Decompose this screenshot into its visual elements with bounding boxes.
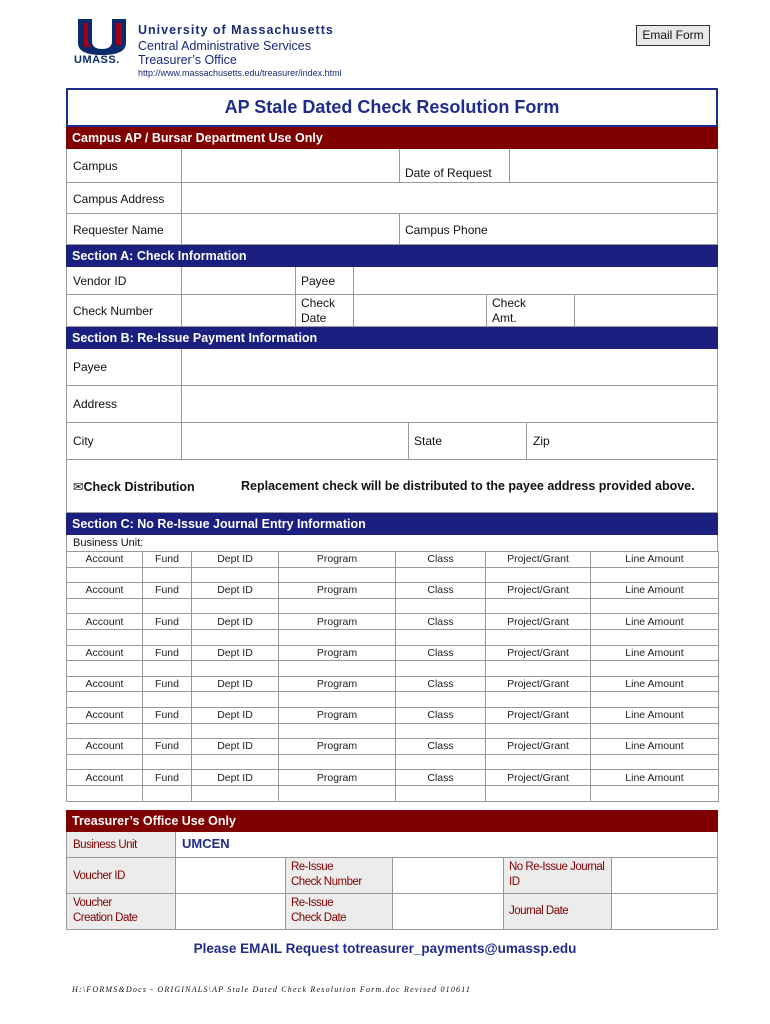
business-unit-label: Business Unit: [66, 535, 718, 551]
journal-entry-cell[interactable] [143, 661, 192, 677]
journal-entry-cell[interactable] [143, 692, 192, 708]
journal-column-label: Dept ID [192, 676, 279, 692]
journal-label-row [67, 552, 719, 568]
journal-entry-cell[interactable] [396, 567, 486, 583]
journal-entry-cell[interactable] [486, 723, 591, 739]
journal-entry-cell[interactable] [143, 723, 192, 739]
journal-entry-table [66, 551, 719, 802]
journal-entry-cell[interactable] [67, 567, 143, 583]
reissue-address-label: Address [73, 397, 118, 411]
campus-row [66, 149, 718, 183]
campus-phone-label: Campus Phone [405, 223, 488, 237]
journal-column-label: Project/Grant [486, 770, 591, 786]
journal-column-label: Class [396, 583, 486, 599]
journal-entry-cell[interactable] [591, 598, 719, 614]
journal-column-label: Fund [143, 770, 192, 786]
journal-entry-cell[interactable] [396, 754, 486, 770]
letterhead [0, 0, 770, 88]
journal-entry-cell[interactable] [396, 785, 486, 801]
journal-column-label: Account [67, 645, 143, 661]
date-of-request-label-cell [399, 149, 509, 182]
reissue-check-date-label-cell [285, 894, 392, 929]
journal-entry-cell[interactable] [396, 629, 486, 645]
journal-entry-row [67, 692, 719, 708]
journal-column-label: Class [396, 739, 486, 755]
journal-entry-row [67, 785, 719, 801]
journal-entry-cell[interactable] [396, 661, 486, 677]
journal-entry-cell[interactable] [486, 754, 591, 770]
journal-entry-cell[interactable] [591, 567, 719, 583]
journal-entry-row [67, 598, 719, 614]
journal-entry-cell[interactable] [279, 692, 396, 708]
check-distribution[interactable] [73, 479, 195, 494]
journal-entry-cell[interactable] [486, 598, 591, 614]
journal-column-label: Fund [143, 614, 192, 630]
reissue-address-field[interactable] [181, 386, 717, 422]
campus-address-row [66, 183, 718, 214]
zip-label: Zip [533, 434, 550, 448]
check-date-field[interactable] [353, 295, 486, 326]
journal-column-label: Line Amount [591, 707, 719, 723]
campus-address-field[interactable] [181, 183, 717, 213]
campus-label: Campus [73, 159, 118, 173]
office-url[interactable]: http://www.massachusetts.edu/treasurer/index.html [138, 68, 342, 78]
journal-column-label: Account [67, 552, 143, 568]
section-a-heading: Section A: Check Information [66, 245, 718, 267]
journal-column-label: Line Amount [591, 739, 719, 755]
reissue-payee-label: Payee [73, 360, 108, 374]
journal-entry-cell[interactable] [192, 692, 279, 708]
journal-column-label: Class [396, 552, 486, 568]
journal-entry-cell[interactable] [591, 692, 719, 708]
vendor-row [66, 267, 718, 295]
university-name: University of Massachusetts [138, 23, 334, 37]
voucher-id-field[interactable] [175, 858, 285, 893]
journal-entry-cell[interactable] [143, 785, 192, 801]
reissue-address-row [66, 386, 718, 423]
journal-entry-cell[interactable] [67, 661, 143, 677]
requester-row [66, 214, 718, 245]
tou-voucher-row [66, 858, 718, 894]
journal-column-label: Class [396, 676, 486, 692]
umass-wordmark: UMASS. [74, 54, 120, 66]
check-number-row [66, 295, 718, 327]
journal-column-label: Program [279, 552, 396, 568]
envelope-checkbox-icon[interactable]: ✉ [73, 480, 84, 494]
journal-label-row [67, 676, 719, 692]
journal-entry-cell[interactable] [143, 754, 192, 770]
journal-column-label: Line Amount [591, 645, 719, 661]
journal-column-label: Account [67, 614, 143, 630]
journal-entry-cell[interactable] [279, 661, 396, 677]
journal-column-label: Account [67, 583, 143, 599]
journal-entry-cell[interactable] [486, 692, 591, 708]
reissue-check-number-label-2: Check Number [291, 875, 362, 888]
tou-business-unit-value-cell [175, 832, 717, 857]
journal-column-label: Fund [143, 583, 192, 599]
voucher-creation-field[interactable] [175, 894, 285, 929]
journal-entry-cell[interactable] [67, 629, 143, 645]
journal-label-row [67, 770, 719, 786]
campus-field[interactable] [181, 149, 399, 182]
journal-column-label: Project/Grant [486, 739, 591, 755]
journal-entry-cell[interactable] [396, 723, 486, 739]
journal-entry-cell[interactable] [591, 629, 719, 645]
journal-entry-row [67, 661, 719, 677]
tou-dates-row [66, 894, 718, 930]
journal-entry-cell[interactable] [396, 598, 486, 614]
journal-entry-cell[interactable] [279, 723, 396, 739]
journal-label-row [67, 707, 719, 723]
journal-entry-cell[interactable] [591, 754, 719, 770]
journal-entry-cell[interactable] [591, 785, 719, 801]
voucher-creation-label-1: Voucher [73, 896, 112, 909]
email-request-note[interactable]: Please EMAIL Request totreasurer_payments@umassp.edu [193, 941, 577, 956]
journal-date-label-cell [503, 894, 611, 929]
city-field[interactable] [181, 423, 408, 459]
journal-column-label: Program [279, 614, 396, 630]
journal-entry-cell[interactable] [143, 567, 192, 583]
journal-column-label: Project/Grant [486, 707, 591, 723]
form-title: AP Stale Dated Check Resolution Form [66, 88, 718, 127]
journal-column-label: Class [396, 614, 486, 630]
check-number-field[interactable] [181, 295, 295, 326]
journal-column-label: Class [396, 707, 486, 723]
city-label: City [73, 434, 94, 448]
resolution-form [66, 88, 718, 930]
check-distribution-label: Check Distribution [83, 480, 195, 494]
journal-column-label: Program [279, 583, 396, 599]
journal-entry-cell[interactable] [486, 785, 591, 801]
no-reissue-journal-label-2: ID [509, 875, 520, 888]
journal-date-label: Journal Date [509, 904, 569, 917]
journal-entry-row [67, 629, 719, 645]
check-date-label-1: Check [301, 296, 336, 310]
payee-label-cell [295, 267, 353, 294]
journal-column-label: Line Amount [591, 614, 719, 630]
journal-column-label: Project/Grant [486, 645, 591, 661]
check-amt-label-1: Check [492, 296, 527, 310]
journal-column-label: Dept ID [192, 770, 279, 786]
journal-entry-cell[interactable] [279, 598, 396, 614]
reissue-payee-row [66, 349, 718, 386]
journal-entry-cell[interactable] [143, 629, 192, 645]
journal-column-label: Dept ID [192, 707, 279, 723]
reissue-check-number-label-cell [285, 858, 392, 893]
journal-column-label: Fund [143, 739, 192, 755]
section-c-heading: Section C: No Re-Issue Journal Entry Information [66, 513, 718, 535]
journal-entry-cell[interactable] [396, 692, 486, 708]
state-label: State [414, 434, 443, 448]
journal-entry-cell[interactable] [192, 754, 279, 770]
zip-cell[interactable] [526, 423, 717, 459]
journal-entry-row [67, 723, 719, 739]
reissue-city-row [66, 423, 718, 460]
journal-entry-row [67, 754, 719, 770]
section-c-gap [66, 802, 718, 810]
journal-column-label: Dept ID [192, 552, 279, 568]
journal-entry-cell[interactable] [192, 629, 279, 645]
journal-column-label: Class [396, 645, 486, 661]
reissue-payee-field[interactable] [181, 349, 717, 385]
date-of-request-field[interactable] [509, 149, 717, 182]
journal-column-label: Dept ID [192, 614, 279, 630]
journal-entry-cell[interactable] [192, 567, 279, 583]
vendor-id-label: Vendor ID [73, 274, 127, 288]
check-amt-label-cell [486, 295, 574, 326]
journal-entry-cell[interactable] [192, 785, 279, 801]
journal-entry-cell[interactable] [279, 629, 396, 645]
journal-column-label: Dept ID [192, 583, 279, 599]
office-name: Treasurer’s Office [138, 53, 237, 67]
check-amt-field[interactable] [574, 295, 717, 326]
journal-entry-cell[interactable] [192, 723, 279, 739]
reissue-check-number-field[interactable] [392, 858, 503, 893]
journal-entry-cell[interactable] [486, 567, 591, 583]
journal-entry-cell[interactable] [192, 598, 279, 614]
no-reissue-journal-label-cell [503, 858, 611, 893]
journal-column-label: Line Amount [591, 676, 719, 692]
journal-column-label: Project/Grant [486, 676, 591, 692]
journal-entry-cell[interactable] [67, 723, 143, 739]
payee-label: Payee [301, 274, 336, 288]
section-b-heading: Section B: Re-Issue Payment Information [66, 327, 718, 349]
check-amt-label-2: Amt. [492, 311, 517, 325]
date-of-request-label: Date of Request [405, 166, 492, 180]
journal-column-label: Fund [143, 552, 192, 568]
requester-name-field[interactable] [181, 214, 399, 244]
journal-column-label: Account [67, 707, 143, 723]
no-reissue-journal-label-1: No Re-Issue Journal [509, 860, 605, 873]
voucher-creation-label-2: Creation Date [73, 911, 138, 924]
journal-column-label: Line Amount [591, 583, 719, 599]
campus-address-label: Campus Address [73, 192, 165, 206]
campus-section-heading: Campus AP / Bursar Department Use Only [66, 127, 718, 149]
journal-column-label: Program [279, 676, 396, 692]
journal-column-label: Project/Grant [486, 552, 591, 568]
department-name: Central Administrative Services [138, 39, 311, 53]
treasurer-section-heading: Treasurer’s Office Use Only [66, 810, 718, 832]
no-reissue-journal-field[interactable] [611, 858, 717, 893]
journal-column-label: Dept ID [192, 645, 279, 661]
journal-column-label: Program [279, 645, 396, 661]
tou-business-unit-row [66, 832, 718, 858]
journal-entry-cell[interactable] [486, 661, 591, 677]
journal-entry-cell[interactable] [486, 629, 591, 645]
state-cell[interactable] [408, 423, 526, 459]
journal-entry-cell[interactable] [591, 661, 719, 677]
voucher-id-label: Voucher ID [73, 869, 125, 882]
journal-column-label: Line Amount [591, 770, 719, 786]
journal-column-label: Project/Grant [486, 614, 591, 630]
journal-column-label: Program [279, 707, 396, 723]
reissue-check-date-label-2: Check Date [291, 911, 347, 924]
journal-column-label: Line Amount [591, 552, 719, 568]
footer-path: H:\FORMS&Docs - ORIGINALS\AP Stale Dated Check Resolution Form.doc Revised 010611 [72, 985, 472, 994]
reissue-check-date-field[interactable] [392, 894, 503, 929]
check-number-label: Check Number [73, 304, 154, 318]
journal-label-row [67, 614, 719, 630]
journal-column-label: Class [396, 770, 486, 786]
tou-business-unit-label: Business Unit [73, 838, 137, 851]
requester-name-label: Requester Name [73, 223, 164, 237]
vendor-id-field[interactable] [181, 267, 295, 294]
journal-column-label: Program [279, 770, 396, 786]
journal-column-label: Project/Grant [486, 583, 591, 599]
journal-entry-cell[interactable] [591, 723, 719, 739]
journal-column-label: Account [67, 770, 143, 786]
payee-field[interactable] [353, 267, 717, 294]
check-date-label-cell [295, 295, 353, 326]
journal-entry-cell[interactable] [67, 692, 143, 708]
journal-label-row [67, 739, 719, 755]
check-date-label-2: Date [301, 311, 327, 325]
journal-entry-cell[interactable] [67, 754, 143, 770]
journal-entry-row [67, 567, 719, 583]
journal-column-label: Account [67, 739, 143, 755]
journal-column-label: Fund [143, 676, 192, 692]
journal-column-label: Account [67, 676, 143, 692]
journal-entry-cell[interactable] [143, 598, 192, 614]
reissue-check-number-label-1: Re-Issue [291, 860, 334, 873]
journal-entry-cell[interactable] [279, 785, 396, 801]
journal-entry-cell[interactable] [279, 567, 396, 583]
tou-business-unit-value: UMCEN [182, 835, 230, 851]
journal-label-row [67, 583, 719, 599]
journal-column-label: Program [279, 739, 396, 755]
campus-phone-cell[interactable] [399, 214, 717, 244]
check-distribution-row [66, 460, 718, 513]
journal-column-label: Fund [143, 707, 192, 723]
email-form-button[interactable]: Email Form [636, 25, 710, 46]
journal-column-label: Dept ID [192, 739, 279, 755]
journal-entry-cell[interactable] [67, 785, 143, 801]
journal-entry-cell[interactable] [67, 598, 143, 614]
journal-column-label: Fund [143, 645, 192, 661]
distribution-note: Replacement check will be distributed to the payee address provided above. [241, 479, 695, 493]
reissue-check-date-label-1: Re-Issue [291, 896, 334, 909]
journal-entry-cell[interactable] [192, 661, 279, 677]
journal-label-row [67, 645, 719, 661]
journal-date-field[interactable] [611, 894, 717, 929]
journal-entry-cell[interactable] [279, 754, 396, 770]
